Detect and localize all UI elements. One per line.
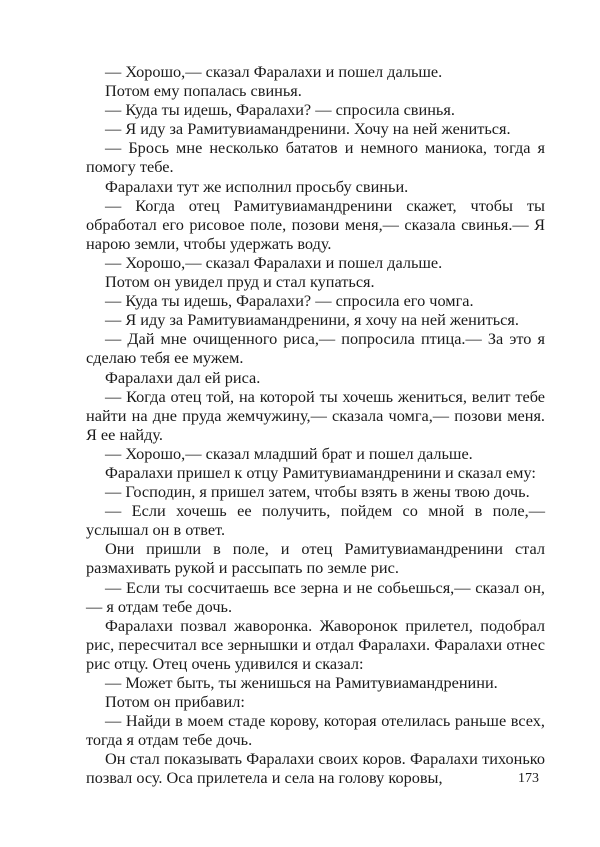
paragraph: — Хорошо,— сказал Фаралахи и пошел дальше. — [105, 62, 443, 81]
paragraph: — Брось мне несколько бататов и немного маниока, тогда я помогу тебе. — [86, 138, 545, 177]
paragraph: — Если хочешь ее получить, пойдем со мной в поле,— услышал он в ответ. — [86, 501, 545, 540]
paragraph: Он стал показывать Фаралахи своих коров. Фаралахи тихонько позвал осу. Оса прилетела и села на голову коровы, — [86, 749, 545, 788]
paragraph: — Я иду за Рамитувиамандренини. Хочу на ней жениться. — [105, 119, 511, 139]
paragraph: — Я иду за Рамитувиамандренини, я хочу на ней жениться. — [105, 310, 519, 330]
paragraph: Они пришли в поле, и отец Рамитувиамандренини стал размахивать рукой и рассыпать по земле рис. — [86, 539, 545, 578]
paragraph: Потом он увидел пруд и стал купаться. — [105, 272, 375, 292]
page-number: 173 — [518, 771, 539, 786]
paragraph: Фаралахи позвал жаворонка. Жаворонок прилетел, подобрал рис, пересчитал все зернышки и отдал Фаралахи. Фаралахи отнес рис отцу. Отец очень удивился и сказал: — [86, 615, 545, 673]
paragraph: — Господин, я пришел затем, чтобы взять в жены твою дочь. — [105, 482, 530, 502]
paragraph: Фаралахи дал ей риса. — [105, 367, 261, 387]
paragraph: Потом он прибавил: — [105, 692, 245, 712]
paragraph: — Если ты сосчитаешь все зерна и не собьешься,— сказал он,— я отдам тебе дочь. — [86, 577, 545, 616]
paragraph: — Когда отец той, на которой ты хочешь жениться, велит тебе найти на дне пруда жемчужину,— сказала чомга,— позови меня. Я ее найду. — [86, 386, 545, 444]
paragraph: — Может быть, ты женишься на Рамитувиамандренини. — [105, 673, 498, 692]
paragraph: — Дай мне очищенного риса,— попросила птица.— За это я сделаю тебя ее мужем. — [86, 329, 545, 368]
paragraph: — Найди в моем стаде корову, которая отелилась раньше всех, тогда я отдам тебе дочь. — [86, 711, 545, 750]
paragraph: Потом ему попалась свинья. — [105, 81, 302, 101]
paragraph: Фаралахи пришел к отцу Рамитувиамандренини и сказал ему: — [105, 462, 536, 482]
page-text — [86, 62, 545, 788]
paragraph: Фаралахи тут же исполнил просьбу свиньи. — [105, 176, 409, 196]
paragraph: — Куда ты идешь, Фаралахи? — спросила свинья. — [105, 100, 455, 120]
paragraph: — Когда отец Рамитувиамандренини скажет, чтобы ты обработал его рисовое поле, позови меня,— сказала свинья.— Я нарою земли, чтобы удержать воду. — [86, 195, 545, 253]
paragraph: — Хорошо,— сказал Фаралахи и пошел дальше. — [105, 252, 443, 272]
paragraph: — Хорошо,— сказал младший брат и пошел дальше. — [105, 443, 473, 463]
paragraph: — Куда ты идешь, Фаралахи? — спросила его чомга. — [105, 291, 474, 311]
